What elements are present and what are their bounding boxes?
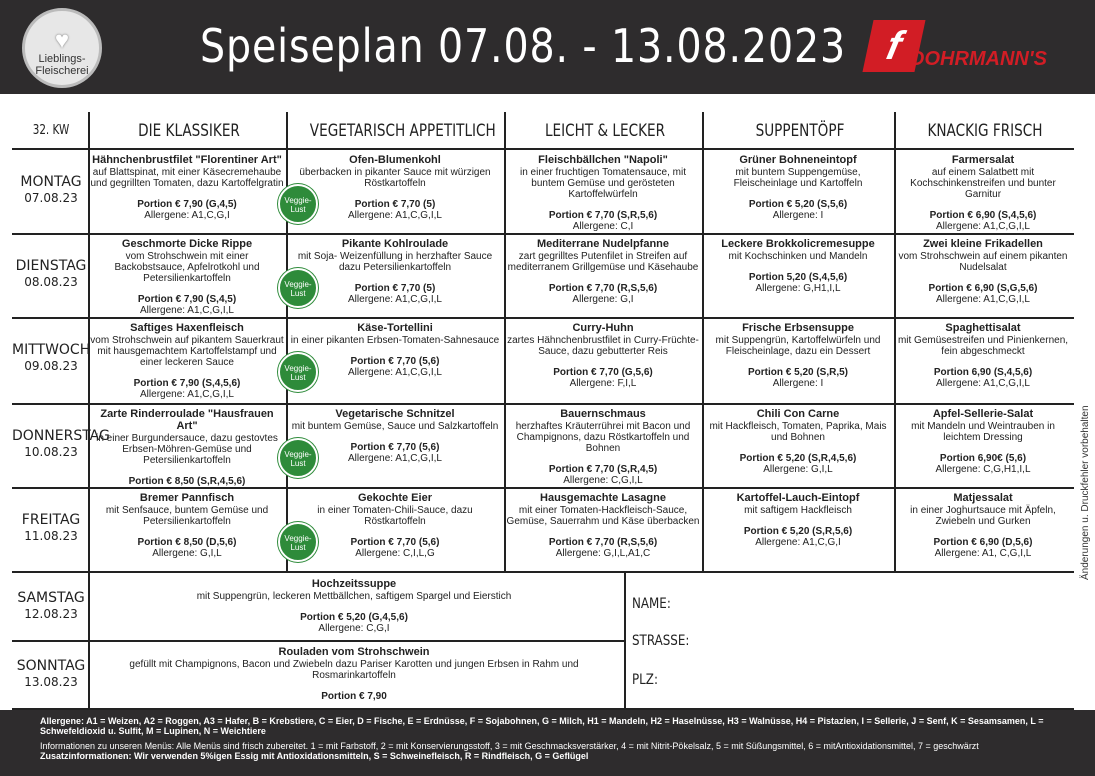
day-name: SAMSTAG [17, 590, 85, 606]
menu-cell [288, 238, 502, 316]
menu-cell [704, 492, 892, 570]
menu-cell [896, 408, 1070, 486]
dish-allergens: Allergene: A1,C,G,I,L [140, 389, 234, 400]
dish-description: zart gegrilltes Putenfilet in Streifen auf mediterranem Grillgemüse und Käsehaube [507, 251, 699, 273]
menu-cell [288, 154, 502, 232]
dish-allergens: Allergene: G,I,L [152, 548, 222, 559]
dish-title: Gekochte Eier [358, 492, 432, 504]
dish-description: vom Strohschwein auf einem pikanten Nudelsalat [898, 251, 1068, 273]
dish-description: auf einem Salatbett mit Kochschinkenstreifen und bunter Garnitur [910, 167, 1056, 200]
extra-info: Zusatzinformationen: Wir verwenden 5%igen Essig mit Antioxidationsmitteln, S = Schweinefleisch, R = Rindfleisch, G = Geflügel [40, 751, 589, 761]
dish-price: Portion 6,90€ (5,6) [939, 453, 1027, 464]
dish-description: mit buntem Gemüse, Sauce und Salzkartoffeln [291, 421, 499, 432]
allergen-legend: Allergene: A1 = Weizen, A2 = Roggen, A3 = Hafer, B = Krebstiere, C = Eier, D = Fische, E = Erdnüsse, F = Sojabohnen, G = Milch, H1 = Mandeln, H2 = Haselnüsse, H3 = Walnüsse, H4 = Pistazien, I = Sellerie, J = Senf, K = Sesamsamen, L = Schwefeldioxid u. Sulfit, M = Lupinen, N = Weichtiere [40, 716, 1044, 736]
dish-allergens: Allergene: G,I,L,A1,C [555, 548, 651, 559]
dish-allergens: Allergene: G,I,L [763, 464, 833, 475]
dish-allergens: Allergene: A1, C,G,I,L [934, 548, 1032, 559]
day-date: 08.08.23 [24, 275, 78, 289]
dish-title: Saftiges Haxenfleisch [130, 322, 244, 334]
day-date: 11.08.23 [24, 529, 78, 543]
dish-price: Portion € 5,20 (S,5,6) [748, 199, 848, 210]
dish-price: Portion € 5,20 (S,R,5,6) [743, 526, 853, 537]
row-divider [12, 233, 1074, 235]
dish-price: Portion € 7,70 (5,6) [350, 356, 440, 367]
day-date: 07.08.23 [24, 191, 78, 205]
day-label [12, 342, 90, 374]
dish-description: auf Blattspinat, mit einer Käsecremehaube und gegrillten Tomaten, dazu Kartoffelgratin [90, 167, 284, 189]
dish-price: Portion € 6,90 (S,G,5,6) [928, 283, 1038, 294]
form-name-label: NAME: [632, 596, 671, 612]
dish-allergens: Allergene: A1,C,G,I,L [348, 210, 442, 221]
dish-title: Vegetarische Schnitzel [335, 408, 455, 420]
dish-allergens: Allergene: G,I [572, 294, 634, 305]
dish-price: Portion € 7,90 (S,4,5) [137, 294, 237, 305]
form-street-label: STRASSE: [632, 633, 690, 649]
dohrmanns-logo [868, 20, 1058, 72]
day-label [12, 512, 90, 544]
dish-allergens: Allergene: A1,C,G,I,L [936, 378, 1030, 389]
dish-allergens: Allergene: A1,C,G,I,L [348, 367, 442, 378]
row-divider [12, 403, 1074, 405]
dish-price: Portion € 7,70 (R,S,5,6) [548, 283, 658, 294]
dish-title: Hähnchenbrustfilet "Florentiner Art" [92, 154, 282, 166]
dish-price: Portion 6,90 (S,4,5,6) [933, 367, 1033, 378]
dish-title: Hausgemachte Lasagne [540, 492, 666, 504]
row-divider [12, 487, 1074, 489]
column-header: KNACKIG FRISCH [927, 121, 1043, 141]
dish-description: mit Hackfleisch, Tomaten, Paprika, Mais und Bohnen [709, 421, 887, 443]
day-date: 12.08.23 [24, 607, 78, 621]
row-divider [12, 640, 624, 642]
column-header: LEICHT & LECKER [544, 121, 666, 141]
dish-description: mit Mandeln und Weintrauben in leichtem Dressing [911, 421, 1055, 443]
menu-cell [896, 238, 1070, 316]
dish-title: Spaghettisalat [945, 322, 1021, 334]
dish-price: Portion € 7,70 (5) [354, 283, 436, 294]
dish-title: Leckere Brokkolicremesuppe [721, 238, 875, 250]
row-divider [12, 571, 1074, 573]
dish-description: mit Senfsauce, buntem Gemüse und Petersilienkartoffeln [105, 505, 269, 527]
dish-description: in einer fruchtigen Tomatensauce, mit buntem Gemüse und gerösteten Kartoffelwürfeln [519, 167, 686, 200]
dish-description: mit Gemüsestreifen und Pinienkernen, fein abgeschmeckt [897, 335, 1069, 357]
dish-title: Pikante Kohlroulade [341, 238, 449, 250]
column-divider [624, 572, 626, 710]
row-divider [12, 317, 1074, 319]
day-name: MONTAG [20, 174, 82, 190]
menu-cell [704, 408, 892, 486]
menu-cell [90, 238, 284, 316]
dish-title: Bauernschmaus [560, 408, 646, 420]
dish-price: Portion € 7,70 (S,R,5,6) [548, 210, 658, 221]
menu-cell [90, 322, 284, 400]
menu-cell [90, 492, 284, 570]
dish-description: in einer Burgundersauce, dazu gestovtes Erbsen-Möhren-Gemüse und Petersilienkartoffeln [96, 433, 278, 466]
dish-allergens: Allergene: I [772, 378, 824, 389]
dish-description: überbacken in pikanter Sauce mit würzigen Röstkartoffeln [299, 167, 491, 189]
dish-allergens: Allergene: C,I,L,G [355, 548, 435, 559]
veggie-lust-badge: Veggie-Lust [278, 522, 318, 562]
menu-cell [90, 154, 284, 232]
veggie-lust-badge: Veggie-Lust [278, 438, 318, 478]
dish-title: Farmersalat [951, 154, 1015, 166]
dish-title: Ofen-Blumenkohl [349, 154, 441, 166]
dish-price: Portion € 7,70 (5,6) [350, 442, 440, 453]
dish-description: herzhaftes Kräuterrührei mit Bacon und Champignons, dazu Röstkartoffeln und Bohnen [515, 421, 691, 454]
dish-price: Portion € 7,70 (G,5,6) [553, 367, 653, 378]
dish-price: Portion € 5,20 (G,4,5,6) [300, 612, 408, 623]
week-label: 32. KW [32, 123, 70, 138]
dish-description: vom Strohschwein mit einer Backobstsauce, Apfelrotkohl und Petersilienkartoffeln [114, 251, 260, 284]
menu-grid [12, 112, 1086, 710]
menu-cell [704, 238, 892, 316]
dish-title: Zarte Rinderroulade "Hausfrauen Art" [100, 408, 274, 432]
day-name: MITTWOCH [12, 342, 91, 358]
dish-description: mit saftigem Hackfleisch [744, 505, 852, 516]
menu-cell [896, 322, 1070, 400]
dish-description: in einer Joghurtsauce mit Äpfeln, Zwiebeln und Gurken [910, 505, 1056, 527]
day-date: 13.08.23 [24, 675, 78, 689]
dish-title: Mediterrane Nudelpfanne [536, 238, 670, 250]
menu-cell [288, 492, 502, 570]
dish-allergens: Allergene: C,G,H1,I,L [935, 464, 1031, 475]
day-date: 09.08.23 [24, 359, 78, 373]
menu-cell [506, 238, 700, 316]
dish-title: Zwei kleine Frikadellen [923, 238, 1043, 250]
dish-allergens: Allergene: A1,C,G,I [144, 210, 230, 221]
dish-allergens: Allergene: A1,C,G,I,L [936, 221, 1030, 232]
dish-title: Rouladen vom Strohschwein [278, 646, 430, 658]
dish-title: Apfel-Sellerie-Salat [932, 408, 1034, 420]
dish-price: Portion 5,20 (S,4,5,6) [748, 272, 848, 283]
column-header: SUPPENTÖPF [755, 121, 845, 141]
dish-description: mit einer Tomaten-Hackfleisch-Sauce, Gemüse, Sauerrahm und Käse überbacken [506, 505, 700, 527]
dish-description: gefüllt mit Champignons, Bacon und Zwiebeln dazu Pariser Karotten und jungen Erbsen in Rahm und Rosmarinkartoffeln [129, 659, 579, 681]
dish-price: Portion € 5,20 (S,R,4,5,6) [739, 453, 857, 464]
dish-allergens: Allergene: A1,C,G,I,L [348, 453, 442, 464]
dish-title: Matjessalat [953, 492, 1013, 504]
menu-cell [506, 322, 700, 400]
veggie-lust-badge: Veggie-Lust [278, 268, 318, 308]
menu-cell [288, 408, 502, 486]
column-header: DIE KLASSIKER [138, 121, 240, 141]
form-plz-label: PLZ: [632, 672, 658, 688]
header-bar [0, 0, 1095, 94]
dish-price: Portion € 8,50 (S,R,4,5,6) [128, 476, 246, 486]
dish-title: Hochzeitssuppe [311, 578, 397, 590]
dish-title: Chili Con Carne [756, 408, 840, 420]
menu-cell [896, 154, 1070, 232]
header-divider [12, 148, 1074, 150]
day-label [12, 590, 90, 622]
dish-allergens: Allergene: C,I [572, 221, 634, 232]
dish-description: vom Strohschwein auf pikantem Sauerkraut mit hausgemachtem Kartoffelstampf und einer leckeren Sauce [90, 335, 284, 368]
menu-cell [90, 408, 284, 486]
heart-icon: ♥ [54, 27, 70, 54]
dish-price: Portion € 7,70 (5,6) [350, 537, 440, 548]
dish-allergens: Allergene: A1,C,G,I,L [140, 305, 234, 316]
dish-allergens: Allergene: A1,C,G,I [755, 537, 841, 548]
side-note-text: Änderungen u. Druckfehler vorbehalten [1080, 405, 1091, 580]
logo-text: Lieblings-Fleischerei [35, 53, 89, 77]
dish-price: Portion € 7,90 [321, 691, 387, 702]
dish-title: Geschmorte Dicke Rippe [121, 238, 253, 250]
menu-cell [506, 408, 700, 486]
menu-cell [704, 154, 892, 232]
lieblings-fleischerei-logo [22, 8, 102, 88]
side-note [1080, 380, 1094, 580]
dish-description: mit Kochschinken und Mandeln [728, 251, 868, 262]
dish-price: Portion € 7,70 (R,S,5,6) [548, 537, 658, 548]
dish-allergens: Allergene: I [772, 210, 824, 221]
menu-cell [896, 492, 1070, 570]
dish-description: in einer pikanten Erbsen-Tomaten-Sahnesauce [290, 335, 500, 346]
dish-price: Portion € 7,70 (S,R,4,5) [548, 464, 658, 475]
veggie-lust-badge: Veggie-Lust [278, 352, 318, 392]
page-title: Speiseplan 07.08. - 13.08.2023 [200, 19, 847, 73]
footer [0, 710, 1095, 776]
dish-description: mit buntem Suppengemüse, Fleischeinlage und Kartoffeln [733, 167, 863, 189]
day-label [12, 258, 90, 290]
day-label [12, 428, 110, 460]
dish-description: zartes Hähnchenbrustfilet in Curry-Früchte-Sauce, dazu gebutterter Reis [507, 335, 699, 357]
menu-cell [506, 154, 700, 232]
dish-title: Frische Erbsensuppe [742, 322, 854, 334]
dish-allergens: Allergene: G,H1,I,L [755, 283, 841, 294]
dish-allergens: Allergene: C,G,I [318, 623, 390, 634]
day-name: DIENSTAG [15, 258, 87, 274]
dish-description: in einer Tomaten-Chili-Sauce, dazu Röstkartoffeln [317, 505, 473, 527]
dish-allergens: Allergene: F,I,L [569, 378, 637, 389]
dish-allergens: Allergene: A1,C,G,I,L [348, 294, 442, 305]
brand-name: DOHRMANN'S [910, 48, 1047, 70]
dish-price: Portion € 7,90 (S,4,5,6) [133, 378, 241, 389]
menu-cell [506, 492, 700, 570]
menu-cell [288, 322, 502, 400]
dish-allergens: Allergene: C,G,I,L [563, 475, 643, 486]
dish-allergens: Allergene: A1,C,G,I,L [936, 294, 1030, 305]
dish-title: Bremer Pannfisch [139, 492, 235, 504]
day-label [12, 658, 90, 690]
dish-price: Portion € 6,90 (D,5,6) [933, 537, 1033, 548]
menu-cell [94, 646, 614, 706]
additive-info: Informationen zu unseren Menüs: Alle Menüs sind frisch zubereitet. 1 = mit Farbstoff, 2 = mit Konservierungsstoff, 3 = mit Geschmacksverstärker, 4 = mit Nitrit-Pökelsalz, 5 = mit Süßungsmittel, 6 = mitAntioxidationsmittel, 7 = geschwärzt [40, 741, 979, 751]
dish-price: Portion € 7,70 (5) [354, 199, 436, 210]
dish-title: Grüner Bohneneintopf [739, 154, 857, 166]
dish-title: Fleischbällchen "Napoli" [538, 154, 668, 166]
day-label [12, 174, 90, 206]
dish-title: Käse-Tortellini [357, 322, 433, 334]
dish-price: Portion € 7,90 (G,4,5) [137, 199, 237, 210]
dish-description: mit Suppengrün, leckeren Mettbällchen, saftigem Spargel und Eierstich [196, 591, 512, 602]
column-header: VEGETARISCH APPETITLICH [309, 121, 496, 141]
day-name: DONNERSTAG [12, 428, 110, 444]
dish-description: mit Soja- Weizenfüllung in herzhafter Sauce dazu Petersilienkartoffeln [297, 251, 493, 273]
dish-price: Portion € 8,50 (D,5,6) [137, 537, 237, 548]
dish-price: Portion € 6,90 (S,4,5,6) [929, 210, 1037, 221]
day-date: 10.08.23 [24, 445, 78, 459]
day-name: FREITAG [21, 512, 81, 528]
dish-title: Curry-Huhn [572, 322, 634, 334]
brand-letter: f [862, 20, 925, 72]
veggie-lust-badge: Veggie-Lust [278, 184, 318, 224]
menu-cell [704, 322, 892, 400]
day-name: SONNTAG [16, 658, 86, 674]
menu-cell [94, 578, 614, 638]
dish-title: Kartoffel-Lauch-Eintopf [736, 492, 860, 504]
dish-price: Portion € 5,20 (S,R,5) [747, 367, 849, 378]
dish-description: mit Suppengrün, Kartoffelwürfeln und Fleischeinlage, dazu ein Dessert [715, 335, 881, 357]
